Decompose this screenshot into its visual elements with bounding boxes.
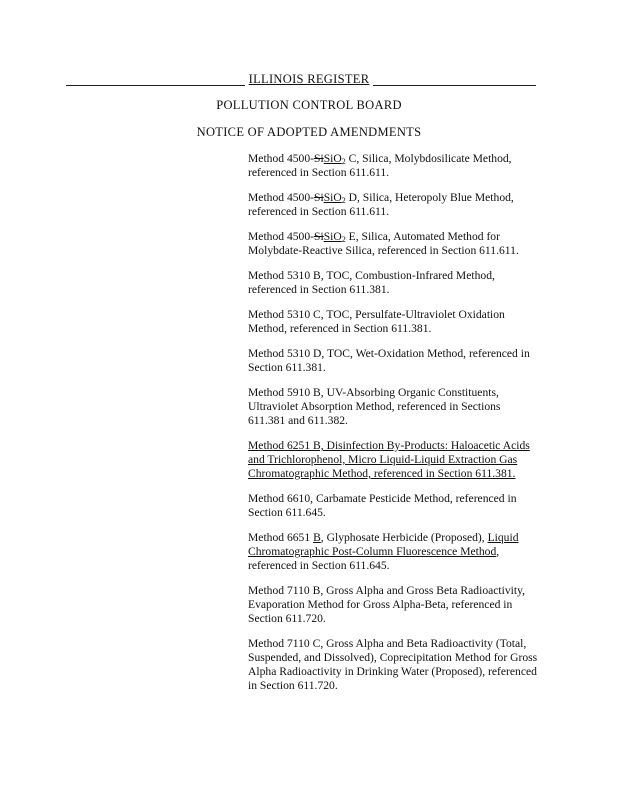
method-entry: Method 4500-SiSiO$_2$ D, Silica, Heteropoly Blue Method, referenced in Section 611.611. [248, 191, 514, 218]
method-entry: Method 7110 B, Gross Alpha and Gross Beta Radioactivity, Evaporation Method for Gross Alpha-Beta, referenced in Section 611.720. [248, 584, 526, 625]
deleted-text: Si [314, 191, 324, 204]
inserted-text: Liquid Chromatographic Post-Column Fluorescence Method [248, 531, 519, 558]
method-entry: Method 5910 B, UV-Absorbing Organic Constituents, Ultraviolet Absorption Method, referenced in Sections 611.381 and 611.382. [248, 386, 501, 427]
method-entry: Method 6651 B, Glyphosate Herbicide (Proposed), Liquid Chromatographic Post-Column Fluorescence Method, referenced in Section 611.645. [248, 531, 519, 572]
register-title-text: ILLINOIS REGISTER [245, 72, 374, 86]
method-entry-inserted: Method 6251 B, Disinfection By-Products: Haloacetic Acids and Trichlorophenol, Micro Liquid-Liquid Extraction Gas Chromatographic Method, referenced in Section 611.381. [248, 439, 530, 480]
method-entry: Method 6610, Carbamate Pesticide Method, referenced in Section 611.645. [248, 492, 517, 519]
inserted-text: SiO$_2$ [323, 191, 346, 205]
inserted-text: SiO$_2$ [323, 152, 346, 166]
deleted-text: Si [314, 152, 324, 165]
inserted-text: B [313, 531, 321, 544]
board-title: POLLUTION CONTROL BOARD [216, 98, 402, 112]
method-entry: Method 5310 C, TOC, Persulfate-Ultraviolet Oxidation Method, referenced in Section 611.381. [248, 308, 505, 335]
register-title [0, 72, 618, 87]
method-entry: Method 5310 B, TOC, Combustion-Infrared Method, referenced in Section 611.381. [248, 269, 495, 296]
method-entry: Method 5310 D, TOC, Wet-Oxidation Method, referenced in Section 611.381. [248, 347, 530, 374]
method-entry: Method 4500-SiSiO$_2$ C, Silica, Molybdosilicate Method, referenced in Section 611.611. [248, 152, 512, 179]
inserted-text: SiO$_2$ [323, 230, 346, 244]
method-entry: Method 4500-SiSiO$_2$ E, Silica, Automated Method for Molybdate-Reactive Silica, referenced in Section 611.611. [248, 230, 519, 257]
method-entry: Method 7110 C, Gross Alpha and Beta Radioactivity (Total, Suspended, and Dissolved), Coprecipitation Method for Gross Alpha Radioactivity in Drinking Water (Proposed), referenced in Section 611.720. [248, 637, 538, 692]
method-list [248, 152, 538, 704]
notice-title: NOTICE OF ADOPTED AMENDMENTS [196, 125, 422, 139]
deleted-text: Si [314, 230, 324, 243]
